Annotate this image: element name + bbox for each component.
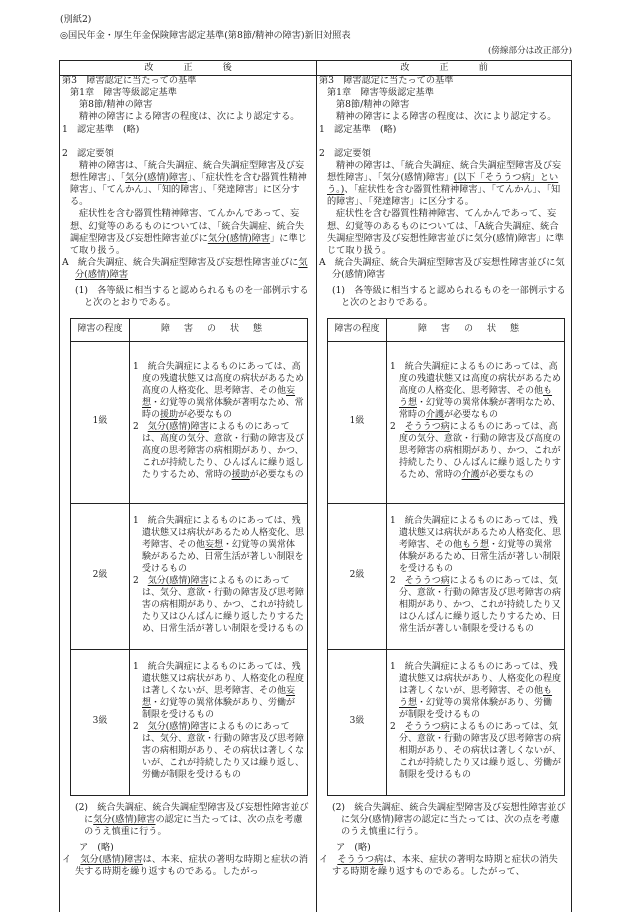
category-a-heading: A 統合失調症、統合失調症型障害及び妄想性障害並びに気分(感情)障害 bbox=[62, 256, 308, 281]
item-1-text: (1) 各等級に相当すると認められるものを一部例示すると次のとおりである。 bbox=[75, 285, 309, 309]
table-row bbox=[71, 503, 308, 649]
classification-paragraph: 精神の障害は、「統合失調症、統合失調症型障害及び妄想性障害」、「気分(感情)障害」(以下「そううつ病」という。)、「症状性を含む器質性精神障害」、「てんかん」、「知的障害」、「発達障害」に区分する。 bbox=[327, 159, 562, 208]
section-heading: 第3 障害認定に当たっての基準 bbox=[62, 75, 197, 86]
item-a-text: ア (略) bbox=[336, 841, 371, 853]
item-2-text: (2) 統合失調症、統合失調症型障害及び妄想性障害並びに気分(感情)障害の認定に当たっては、次の点を考慮のうえ慎重に行う。 bbox=[332, 801, 566, 837]
item-i-text: イ 気分(感情)障害は、本来、症状の著明な時期と症状の消失する時期を繰り返すものである。したがっ bbox=[62, 854, 309, 878]
after-revision-column bbox=[62, 75, 310, 878]
state-header: 障害の状態 bbox=[387, 318, 565, 341]
grade-description: 1 統合失調症によるものにあっては、残遺状態又は病状があるため人格変化、思考障害、その他もう想・幻覚等の異常体験があるため、日常生活が著しい制限を受けるもの 2 そううつ病によるものにあっては、気分、意欲・行動の障害及び思考障害の病相期があり、かつ、これが持続したり又はひんぱんに繰り返したりするため、日常生活が著しい制限を受けるもの bbox=[387, 503, 565, 649]
guideline-heading: 2 認定要領 bbox=[319, 147, 371, 159]
criteria-item: 1 認定基準 (略) bbox=[319, 123, 397, 135]
header-after-revision: 改正後 bbox=[144, 62, 262, 73]
grade-level: 3級 bbox=[71, 649, 130, 795]
table-row bbox=[71, 649, 308, 795]
intro-text: 精神の障害による障害の程度は、次により認定する。 bbox=[336, 111, 557, 123]
table-row bbox=[71, 341, 308, 503]
chapter-heading: 第1章 障害等級認定基準 bbox=[70, 87, 177, 99]
grade-description: 1 統合失調症によるものにあっては、高度の残遺状態又は高度の病状があるため高度の人格変化、思考障害、その他もう想・幻覚等の異常体験が著明なため、常時の介護が必要なもの 2 そううつ病によるものにあっては、高度の気分、意欲・行動の障害及び高度の思考障害の病相期があり、かつ、これが持続したり、ひんぱんに繰り返したりするため、常時の介護が必要なもの bbox=[387, 341, 565, 503]
grade-level: 1級 bbox=[71, 341, 130, 503]
table-header-row bbox=[71, 318, 308, 341]
grade-description: 1 統合失調症によるものにあっては、残遺状態又は病状があり、人格変化の程度は著しくないが、思考障害、その他もう想・幻覚等の異常体験があり、労働が制限を受けるもの 2 そううつ病によるものにあっては、気分、意欲・行動の障害及び思考障害の病相期があり、その病状は著しくないが、これが持続したり又は繰り返し、労働が制限を受けるもの bbox=[387, 649, 565, 795]
category-a-heading: A 統合失調症、統合失調症型障害及び妄想性障害並びに気分(感情)障害 bbox=[319, 256, 565, 281]
column-divider bbox=[316, 61, 317, 912]
organic-disorder-paragraph: 症状性を含む器質性精神障害、てんかんであって、妄想、幻覚等のあるものについては、「統合失調症、統合失調症型障害及び妄想性障害並びに気分(感情)障害」に準じて取り扱う。 bbox=[70, 208, 307, 256]
item-2-text: (2) 統合失調症、統合失調症型障害及び妄想性障害並びに気分(感情)障害の認定に当たっては、次の点を考慮のうえ慎重に行う。 bbox=[75, 801, 309, 837]
section-heading: 第3 障害認定に当たっての基準 bbox=[319, 75, 454, 86]
level-header: 障害の程度 bbox=[328, 318, 387, 341]
subsection-heading: 第8節/精神の障害 bbox=[336, 99, 410, 111]
organic-disorder-paragraph: 症状性を含む器質性精神障害、てんかんであって、妄想、幻覚等のあるものについては、「A統合失調症、統合失調症型障害及び妄想性障害並びに気分(感情)障害」に準じて取り扱う。 bbox=[327, 208, 564, 256]
classification-paragraph: 精神の障害は、「統合失調症、統合失調症型障害及び妄想性障害」、「気分(感情)障害」、「症状性を含む器質性精神障害」、「てんかん」、「知的障害」、「発達障害」に区分する。 bbox=[70, 159, 307, 208]
criteria-item: 1 認定基準 (略) bbox=[62, 123, 140, 135]
legend-note: (傍線部分は改正部分) bbox=[487, 46, 572, 56]
item-i-text: イ そううつ病は、本来、症状の著明な時期と症状の消失する時期を繰り返すものである。したがって、 bbox=[319, 854, 558, 878]
item-1-text: (1) 各等級に相当すると認められるものを一部例示すると次のとおりである。 bbox=[332, 285, 566, 309]
annex-label: (別紙2) bbox=[60, 14, 92, 25]
grade-description: 1 統合失調症によるものにあっては、高度の残遺状態又は高度の病状があるため高度の人格変化、思考障害、その他妄想・幻覚等の異常体験が著明なため、常時の援助が必要なもの 2 気分(感情)障害によるものにあっては、高度の気分、意欲・行動の障害及び高度の思考障害の病相期があり、かつ、これが持続したり、ひんぱんに繰り返したりするため、常時の援助が必要なもの bbox=[130, 341, 308, 503]
severity-table-before bbox=[327, 318, 565, 796]
table-row bbox=[328, 503, 565, 649]
header-before-revision: 改正前 bbox=[400, 62, 518, 73]
grade-level: 2級 bbox=[328, 503, 387, 649]
before-revision-column bbox=[319, 75, 567, 878]
state-header: 障害の状態 bbox=[130, 318, 308, 341]
table-row bbox=[328, 341, 565, 503]
grade-level: 1級 bbox=[328, 341, 387, 503]
grade-description: 1 統合失調症によるものにあっては、残遺状態又は病状があるため人格変化、思考障害、その他妄想・幻覚等の異常体験があるため、日常生活が著しい制限を受けるもの 2 気分(感情)障害によるものにあっては、気分、意欲・行動の障害及び思考障害の病相期があり、かつ、これが持続したり又はひんぱんに繰り返したりするため、日常生活が著しい制限を受けるもの bbox=[130, 503, 308, 649]
grade-description: 1 統合失調症によるものにあっては、残遺状態又は病状があり、人格変化の程度は著しくないが、思考障害、その他妄想・幻覚等の異常体験があり、労働が制限を受けるもの 2 気分(感情)障害によるものにあっては、気分、意欲・行動の障害及び思考障害の病相期があり、その病状は著しくないが、これが持続したり又は繰り返し、労働が制限を受けるもの bbox=[130, 649, 308, 795]
item-a-text: ア (略) bbox=[79, 841, 114, 853]
grade-level: 3級 bbox=[328, 649, 387, 795]
document-title: ◎国民年金・厚生年金保険障害認定基準(第8節/精神の障害)新旧対照表 bbox=[60, 30, 351, 41]
subsection-heading: 第8節/精神の障害 bbox=[79, 99, 153, 111]
table-row bbox=[328, 649, 565, 795]
table-header-row bbox=[328, 318, 565, 341]
level-header: 障害の程度 bbox=[71, 318, 130, 341]
guideline-heading: 2 認定要領 bbox=[62, 147, 114, 159]
chapter-heading: 第1章 障害等級認定基準 bbox=[327, 87, 434, 99]
grade-level: 2級 bbox=[71, 503, 130, 649]
intro-text: 精神の障害による障害の程度は、次により認定する。 bbox=[79, 111, 300, 123]
severity-table-after bbox=[70, 318, 308, 796]
